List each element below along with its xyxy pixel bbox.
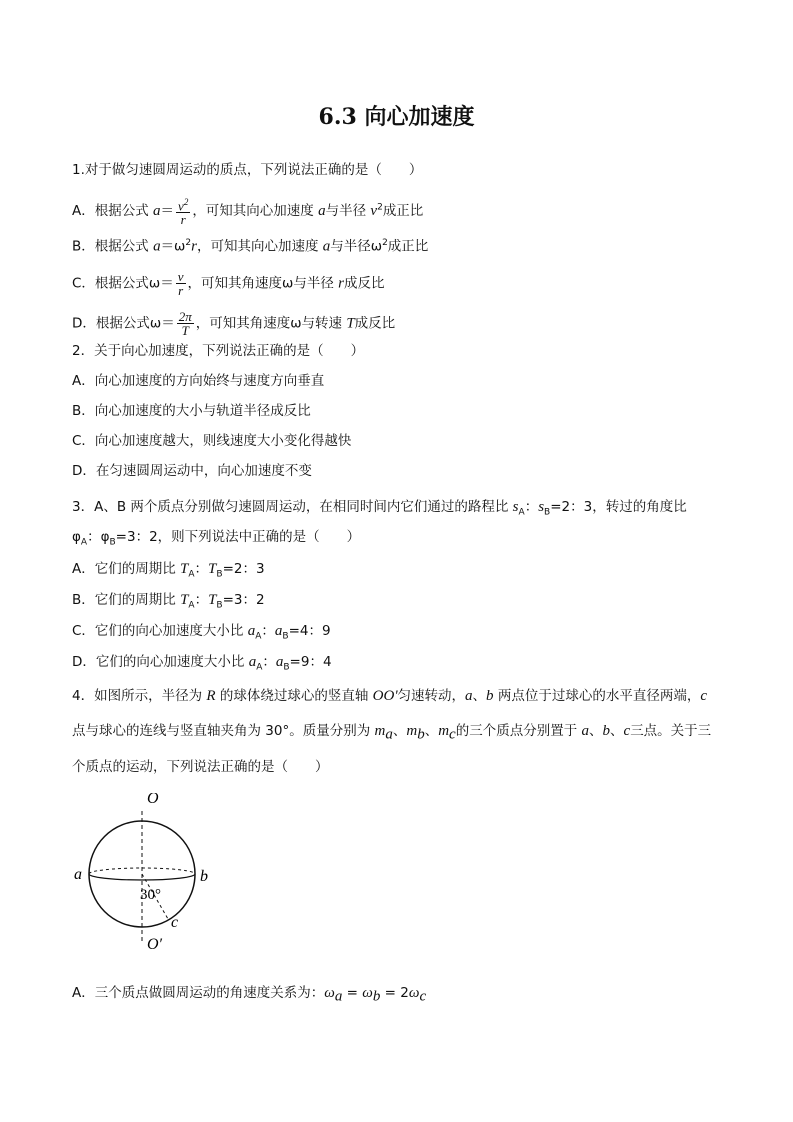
- q3-option-b: B．它们的周期比 $T_A$：$T_B=3$：2: [72, 592, 265, 611]
- fraction-v-over-r: $\frac{v}{r}$: [177, 269, 184, 298]
- q2-stem: 2．关于向心加速度，下列说法正确的是（ ）: [72, 343, 365, 359]
- q2-option-c: C．向心加速度越大，则线速度大小变化得越快: [72, 433, 352, 449]
- label-o-bottom: O′: [147, 936, 163, 953]
- q3-stem-line2: $\varphi_A$：$\varphi_B=3$：2，则下列说法中正确的是（ ）: [72, 529, 361, 548]
- q4-stem-line1: 4．如图所示，半径为 R 的球体绕过球心的竖直轴 OO'匀速转动，a、b 两点位于过球心的水平直径两端，c: [72, 688, 707, 704]
- label-b: b: [200, 868, 208, 885]
- q1-option-d: D．根据公式ω＝ $\frac{2\pi}{T}$ ，可知其角速度ω与转速 T成反比: [72, 309, 396, 338]
- q4-stem-line2: 点与球心的连线与竖直轴夹角为 30°。质量分别为 $m_a$、$m_b$、$m_c$的三个质点分别置于 a、b、c三点。关于三: [72, 723, 712, 743]
- q3-stem-line1: 3．A、B 两个质点分别做匀速圆周运动，在相同时间内它们通过的路程比 $s_A$：$s_B=2$：3，转过的角度比: [72, 499, 687, 518]
- q1-option-a: A．根据公式 a＝ $\frac{v^2}{r}$ ，可知其向心加速度 a与半径 $v^2$成正比: [72, 197, 424, 228]
- fraction-v2-over-r: $\frac{v^2}{r}$: [178, 197, 189, 228]
- q3-option-c: C．它们的向心加速度大小比 $a_A$：$a_B=4$：9: [72, 623, 331, 642]
- q3-option-a: A．它们的周期比 $T_A$：$T_B=2$：3: [72, 561, 265, 580]
- q1-option-c: C．根据公式ω＝ $\frac{v}{r}$ ，可知其角速度ω与半径 r成反比: [72, 269, 385, 298]
- label-angle: 30°: [140, 887, 161, 903]
- q2-option-a: A．向心加速度的方向始终与速度方向垂直: [72, 373, 325, 389]
- q1-option-b: B．根据公式 $a=\omega^2r$，可知其向心加速度 a与半径$\omega^2$成正比: [72, 238, 429, 255]
- page-title: 6.3 向心加速度: [318, 104, 475, 130]
- label-c: c: [171, 914, 179, 931]
- q3-option-d: D．它们的向心加速度大小比 $a_A$：$a_B=9$：4: [72, 654, 332, 673]
- q1-stem: 1.对于做匀速圆周运动的质点，下列说法正确的是（ ）: [72, 162, 423, 178]
- label-a: a: [74, 866, 82, 883]
- q4-option-a: A．三个质点做圆周运动的角速度关系为：$\omega_a = \omega_b = 2\omega_c$: [72, 985, 427, 1005]
- q4-stem-line3: 个质点的运动，下列说法正确的是（ ）: [72, 759, 329, 775]
- label-o-top: O: [147, 793, 159, 807]
- fraction-2pi-over-t: $\frac{2\pi}{T}$: [178, 309, 192, 338]
- sphere-diagram: [68, 793, 218, 953]
- q2-option-d: D．在匀速圆周运动中，向心加速度不变: [72, 463, 312, 479]
- q2-option-b: B．向心加速度的大小与轨道半径成反比: [72, 403, 311, 419]
